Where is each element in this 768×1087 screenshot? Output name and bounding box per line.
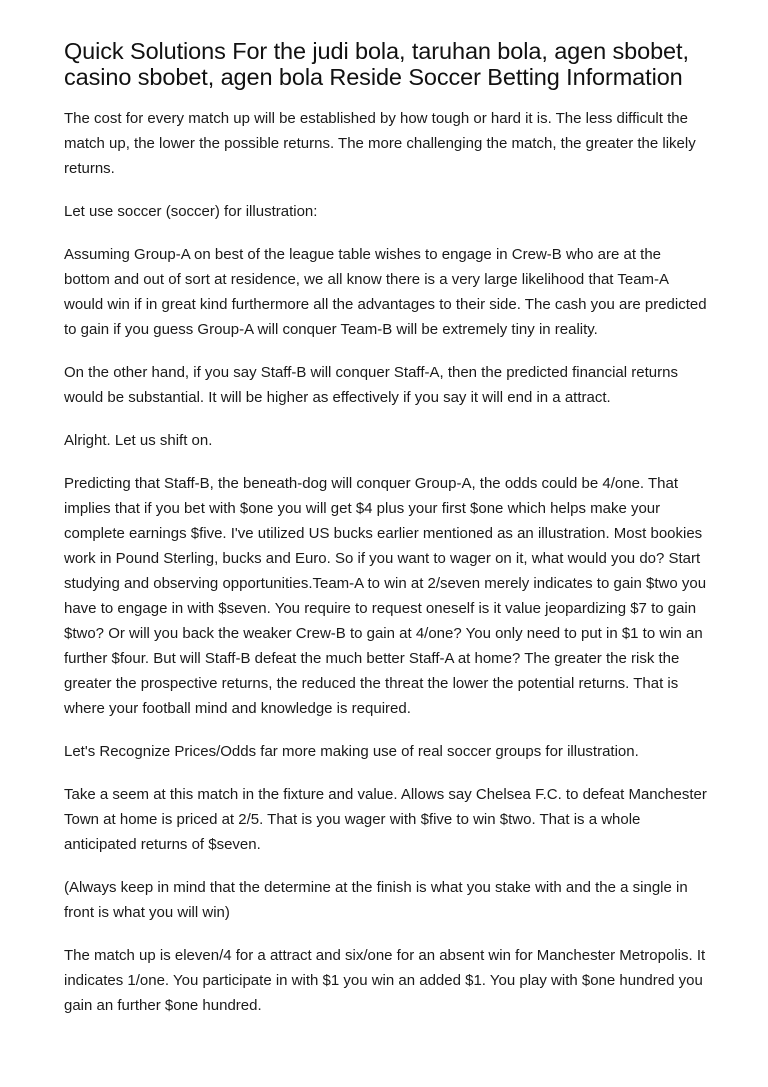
spacer — [64, 721, 708, 739]
spacer — [64, 181, 708, 199]
spacer — [64, 410, 708, 428]
spacer — [64, 224, 708, 242]
spacer — [64, 90, 708, 106]
paragraph-10: The match up is eleven/4 for a attract and six/one for an absent win for Manchester Metropolis. It indicates 1/one. You participate in with $1 you win an added $1. You play with $one hundred you gain an further $one hundred. — [64, 947, 706, 1014]
paragraph-9: (Always keep in mind that the determine at the finish is what you stake with and the a single in front is what you will win) — [64, 879, 688, 921]
paragraph-7: Let's Recognize Prices/Odds far more making use of real soccer groups for illustration. — [64, 743, 639, 760]
paragraph-3: Assuming Group-A on best of the league table wishes to engage in Crew-B who are at the bottom and out of sort at residence, we all know there is a very large likelihood that Team-A would win if in great kind furthermore all the advantages to their side. The cash you are predicted to gain if you guess Group-A will conquer Team-B will be extremely tiny in reality. — [64, 246, 707, 338]
paragraph-4: On the other hand, if you say Staff-B will conquer Staff-A, then the predicted financial returns would be substantial. It will be higher as effectively if you say it will end in a attract. — [64, 364, 678, 406]
spacer — [64, 764, 708, 782]
spacer — [64, 453, 708, 471]
paragraph-1: The cost for every match up will be established by how tough or hard it is. The less difficult the match up, the lower the possible returns. The more challenging the match, the greater the likely returns. — [64, 110, 696, 177]
page-title: Quick Solutions For the judi bola, taruhan bola, agen sbobet, casino sbobet, agen bola Reside Soccer Betting Information — [64, 38, 689, 90]
paragraph-5: Alright. Let us shift on. — [64, 432, 213, 449]
spacer — [64, 857, 708, 875]
spacer — [64, 925, 708, 943]
paragraph-2: Let use soccer (soccer) for illustration: — [64, 203, 318, 220]
paragraph-8: Take a seem at this match in the fixture and value. Allows say Chelsea F.C. to defeat Manchester Town at home is priced at 2/5. That is you wager with $five to win $two. That is a whole anticipated returns of $seven. — [64, 786, 707, 853]
spacer — [64, 342, 708, 360]
paragraph-6: Predicting that Staff-B, the beneath-dog will conquer Group-A, the odds could be 4/one. That implies that if you bet with $one you will get $4 plus your first $one which helps make your complete earnings $five. I've utilized US bucks earlier mentioned as an illustration. Most bookies work in Pound Sterling, bucks and Euro. So if you want to wager on it, what would you do? Start studying and observing opportunities.Team-A to win at 2/seven merely indicates to gain $two you have to engage in with $seven. You require to request oneself is it value jeopardizing $7 to gain $two? Or will you back the weaker Crew-B to gain at 4/one? You only need to put in $1 to win an further $four. But will Staff-B defeat the much better Staff-A at home? The greater the risk the greater the prospective returns, the reduced the threat the lower the potential returns. That is where your football mind and knowledge is required. — [64, 475, 707, 717]
